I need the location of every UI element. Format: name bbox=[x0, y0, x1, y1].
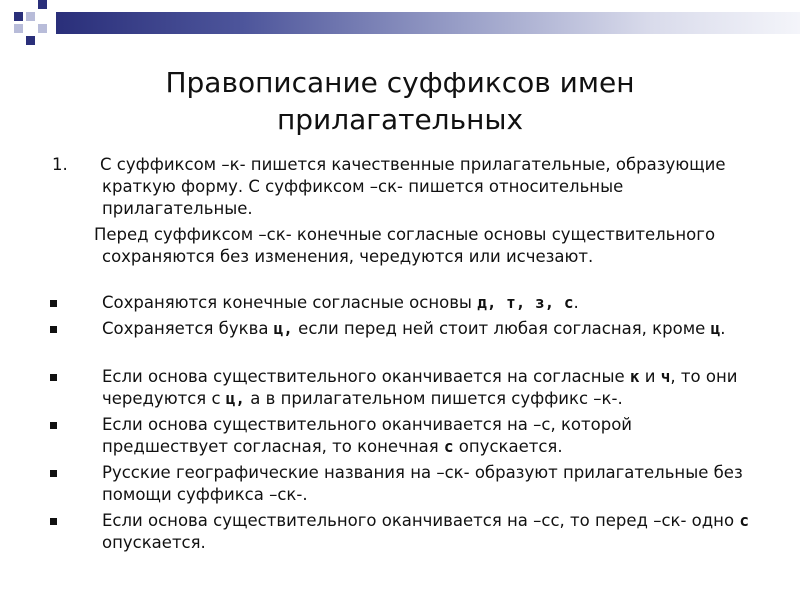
item-emphasis: ц, bbox=[225, 389, 246, 408]
item-text: Сохраняются конечные согласные основы bbox=[102, 293, 478, 312]
item-text: Если основа существительного оканчивается на согласные bbox=[102, 367, 630, 386]
item-emphasis: ц bbox=[710, 319, 721, 338]
item-emphasis: с bbox=[443, 437, 454, 456]
item-text: . bbox=[720, 319, 726, 338]
decor-square bbox=[26, 36, 35, 45]
bullet-square bbox=[50, 326, 57, 333]
paragraph-text: Перед суффиксом –ск- конечные согласные основы существительного сохраняются без изменения, чередуются или исчезают. bbox=[94, 225, 716, 266]
list-item bbox=[102, 292, 762, 314]
item-text: Сохраняется буква bbox=[102, 319, 274, 338]
list-item bbox=[102, 318, 762, 340]
paragraph-text: С суффиксом –к- пишется качественные прилагательные, образующие краткую форму. С суффиксом –ск- пишется относительные прилагательные. bbox=[100, 155, 726, 218]
item-text: если перед ней стоит любая согласная, кроме bbox=[292, 319, 711, 338]
decor-square bbox=[14, 12, 23, 21]
decor-square bbox=[38, 0, 47, 9]
item-text: Русские географические названия на –ск- образуют прилагательные без помощи суффикса –ск-. bbox=[102, 463, 743, 504]
item-text: Если основа существительного оканчивается на –с, которой предшествует согласная, то конечная bbox=[102, 415, 633, 456]
list-item-paragraph bbox=[102, 154, 762, 220]
item-text: . bbox=[573, 293, 579, 312]
item-text: опускается. bbox=[453, 437, 563, 456]
list-item bbox=[102, 366, 762, 410]
list-item bbox=[102, 510, 762, 554]
item-text: опускается. bbox=[102, 533, 206, 552]
bullet-square bbox=[50, 518, 57, 525]
item-text: а в прилагательном пишется суффикс –к-. bbox=[245, 389, 623, 408]
item-text: , то они чередуются с bbox=[102, 367, 738, 408]
item-text: Если основа существительного оканчивается на –сс, то перед –ск- одно bbox=[102, 511, 740, 530]
header-gradient-bar bbox=[56, 12, 800, 34]
list-number: 1. bbox=[52, 155, 68, 174]
item-emphasis: с bbox=[739, 511, 749, 530]
item-emphasis: к bbox=[629, 367, 640, 386]
header-decoration bbox=[0, 0, 800, 52]
decor-square bbox=[14, 24, 23, 33]
bullet-square bbox=[50, 300, 57, 307]
bullet-square bbox=[50, 470, 57, 477]
decor-square bbox=[26, 12, 35, 21]
decor-square bbox=[38, 24, 47, 33]
slide-title: Правописание суффиксов имен прилагательных bbox=[165, 66, 635, 136]
item-emphasis: ч bbox=[660, 367, 671, 386]
list-item bbox=[102, 462, 762, 506]
list-item bbox=[102, 414, 762, 458]
list-item-paragraph bbox=[94, 224, 762, 268]
item-text: и bbox=[639, 367, 661, 386]
item-emphasis: ц, bbox=[273, 319, 293, 338]
bullet-square bbox=[50, 422, 57, 429]
bullet-square bbox=[50, 374, 57, 381]
item-emphasis: д, т, з, с bbox=[477, 293, 574, 312]
